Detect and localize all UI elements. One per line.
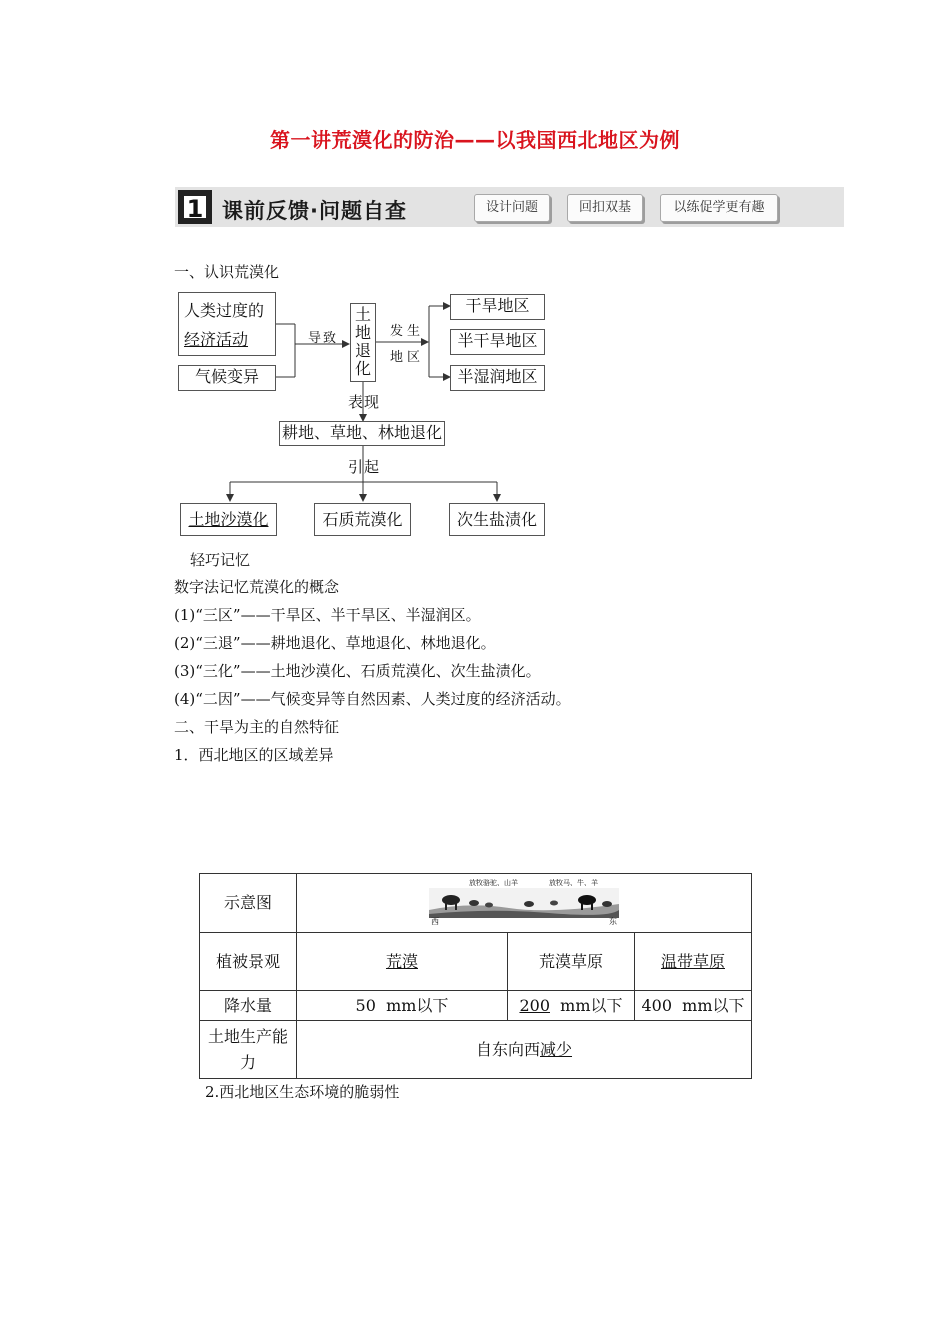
memory-item: (2)“三退”——耕地退化、草地退化、林地退化。: [174, 634, 496, 652]
label-leads-to: 导致: [308, 331, 339, 346]
page-title: 第一讲荒漠化的防治——以我国西北地区为例: [270, 128, 680, 152]
result-salinization-text: 次生盐渍化: [456, 510, 537, 529]
memory-title: 轻巧记忆: [190, 551, 251, 569]
illustration-label-east: 东: [609, 917, 617, 926]
illustration-cell: [297, 874, 752, 933]
label-occur-line2: 地区: [390, 350, 425, 365]
result-rocky-box: 石质荒漠化: [314, 503, 411, 536]
cause-climate-box: 气候变异: [178, 365, 276, 391]
section2-sub1: 1．西北地区的区域差异: [174, 746, 334, 764]
cell-precip-east: [635, 991, 752, 1021]
result-salinization-box: [449, 503, 545, 536]
illustration-label-west: 西: [431, 917, 439, 926]
table-row: [200, 1021, 752, 1079]
illustration-caption-camels: 放牧骆驼、山羊: [469, 879, 518, 887]
region-arid-box: 干旱地区: [450, 294, 545, 320]
manifest-degradation-box: 耕地、草地、林地退化: [279, 421, 445, 446]
vegetation-desert-text: 荒漠: [385, 951, 418, 971]
precip-value: 200: [519, 995, 550, 1015]
row-label-productivity: 土地生产能力: [200, 1021, 297, 1079]
memory-item: (1)“三区”——干旱区、半干旱区、半湿润区。: [174, 606, 481, 624]
cell-vegetation-desert: [297, 933, 508, 991]
cell-precip-west: [297, 991, 508, 1021]
row-label-precipitation: 降水量: [200, 991, 297, 1021]
label-manifest: 表现: [348, 393, 381, 411]
result-desertification-box: [180, 503, 277, 536]
region-semiarid-box: 半干旱地区: [450, 329, 545, 355]
productivity-value: 减少: [540, 1039, 573, 1059]
memory-subtitle: 数字法记忆荒漠化的概念: [174, 578, 340, 596]
illustration-caption-horses: 放牧马、牛、羊: [549, 879, 598, 887]
table-row: [200, 874, 752, 933]
cell-precip-middle: [508, 991, 635, 1021]
result-desertification-text: 土地沙漠化: [188, 510, 269, 529]
region-semihumid-box: 半湿润地区: [450, 365, 545, 391]
row-label-illustration: 示意图: [200, 874, 297, 933]
section2-heading: 二、干旱为主的自然特征: [174, 718, 340, 736]
precip-unit: mm以下: [560, 995, 623, 1015]
diagram-connectors: [0, 0, 950, 560]
table-row: [200, 933, 752, 991]
precip-value: 400: [641, 995, 672, 1015]
precip-value: 50: [355, 995, 376, 1015]
cell-vegetation-desert-steppe: 荒漠草原: [508, 933, 635, 991]
row-label-vegetation: 植被景观: [200, 933, 297, 991]
section1-heading: 一、认识荒漠化: [174, 263, 280, 281]
cause-human-line2: 经济活动: [184, 330, 249, 349]
cause-human-activity-box: [178, 292, 276, 356]
pill-practice-learning: 以练促学更有趣: [660, 194, 778, 222]
cause-human-line1: 人类过度的: [184, 301, 265, 320]
banner-heading: 课前反馈·问题自查: [222, 199, 407, 223]
label-causes: 引起: [348, 458, 381, 476]
label-occur-line1: 发生: [390, 324, 425, 339]
memory-item: (4)“二因”——气候变异等自然因素、人类过度的经济活动。: [174, 690, 571, 708]
productivity-prefix: 自东向西: [475, 1039, 540, 1059]
cell-productivity: [297, 1021, 752, 1079]
landscape-illustration: [429, 879, 619, 927]
grassland-scene-icon: [429, 888, 619, 918]
precip-unit: mm以下: [386, 995, 449, 1015]
center-land-degradation-box: 土地退化: [350, 303, 376, 382]
region-difference-table: [199, 873, 752, 1079]
precip-unit: mm以下: [682, 995, 745, 1015]
table-row: [200, 991, 752, 1021]
vegetation-temperate-text: 温带草原: [660, 951, 725, 971]
pill-review-basics: 回扣双基: [567, 194, 643, 222]
pill-design-questions: 设计问题: [474, 194, 550, 222]
section2-sub2: 2.西北地区生态环境的脆弱性: [205, 1083, 400, 1101]
cell-vegetation-temperate-steppe: [635, 933, 752, 991]
memory-item: (3)“三化”——土地沙漠化、石质荒漠化、次生盐渍化。: [174, 662, 541, 680]
svg-text:1: 1: [186, 195, 204, 223]
